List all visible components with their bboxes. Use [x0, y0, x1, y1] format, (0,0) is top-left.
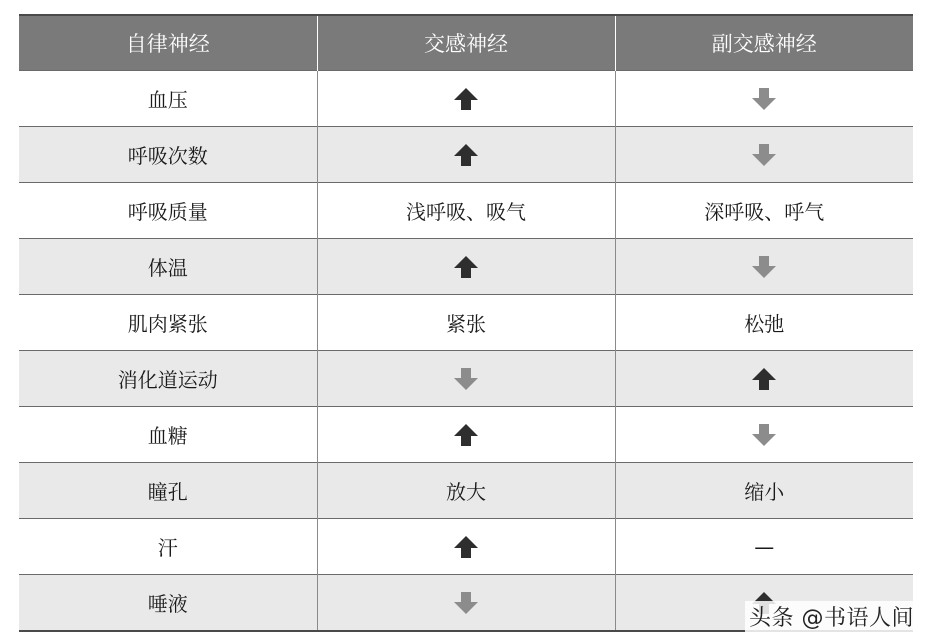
cell-sympathetic	[317, 351, 615, 407]
cell-parasympathetic	[615, 351, 913, 407]
arrow-up-icon	[452, 534, 480, 560]
row-label: 血压	[19, 71, 317, 127]
table-row	[19, 127, 913, 183]
table-body	[19, 71, 913, 631]
autonomic-nerve-table	[19, 16, 913, 630]
cell-text: 深呼吸、呼气	[704, 200, 825, 224]
table-row	[19, 519, 913, 575]
cell-parasympathetic	[615, 407, 913, 463]
row-label: 呼吸质量	[19, 183, 317, 239]
arrow-down-icon	[750, 254, 778, 280]
cell-sympathetic	[317, 239, 615, 295]
cell-sympathetic	[317, 295, 615, 351]
cell-sympathetic	[317, 575, 615, 631]
row-label: 体温	[19, 239, 317, 295]
header-parasympathetic: 副交感神经	[615, 16, 913, 71]
cell-text: 紧张	[446, 312, 486, 336]
table-row	[19, 463, 913, 519]
table-row	[19, 183, 913, 239]
row-label: 唾液	[19, 575, 317, 631]
header-autonomic: 自律神经	[19, 16, 317, 71]
cell-text: —	[754, 534, 775, 559]
cell-sympathetic	[317, 127, 615, 183]
cell-sympathetic	[317, 463, 615, 519]
cell-sympathetic	[317, 519, 615, 575]
row-label: 汗	[19, 519, 317, 575]
cell-sympathetic	[317, 407, 615, 463]
comparison-table-frame	[19, 14, 913, 632]
cell-sympathetic	[317, 183, 615, 239]
cell-sympathetic	[317, 71, 615, 127]
arrow-up-icon	[452, 254, 480, 280]
table-row	[19, 407, 913, 463]
cell-text: 松弛	[744, 312, 785, 336]
arrow-up-icon	[452, 86, 480, 112]
row-label: 消化道运动	[19, 351, 317, 407]
table-row	[19, 239, 913, 295]
cell-parasympathetic	[615, 519, 913, 575]
cell-parasympathetic	[615, 71, 913, 127]
arrow-down-icon	[750, 422, 778, 448]
arrow-up-icon	[452, 142, 480, 168]
row-label: 呼吸次数	[19, 127, 317, 183]
cell-parasympathetic	[615, 295, 913, 351]
arrow-down-icon	[452, 590, 480, 616]
cell-text: 浅呼吸、吸气	[406, 200, 526, 224]
cell-text: 放大	[446, 480, 486, 504]
cell-parasympathetic	[615, 239, 913, 295]
arrow-up-icon	[750, 366, 778, 392]
arrow-down-icon	[750, 142, 778, 168]
cell-text: 缩小	[744, 480, 785, 504]
arrow-down-icon	[452, 366, 480, 392]
watermark: 头条 @书语人间	[745, 601, 918, 632]
cell-parasympathetic	[615, 127, 913, 183]
row-label: 血糖	[19, 407, 317, 463]
arrow-up-icon	[452, 422, 480, 448]
header-sympathetic: 交感神经	[317, 16, 615, 71]
row-label: 瞳孔	[19, 463, 317, 519]
cell-parasympathetic	[615, 463, 913, 519]
cell-parasympathetic	[615, 183, 913, 239]
row-label: 肌肉紧张	[19, 295, 317, 351]
header-row	[19, 16, 913, 71]
table-row	[19, 71, 913, 127]
table-row	[19, 351, 913, 407]
arrow-down-icon	[750, 86, 778, 112]
table-row	[19, 295, 913, 351]
